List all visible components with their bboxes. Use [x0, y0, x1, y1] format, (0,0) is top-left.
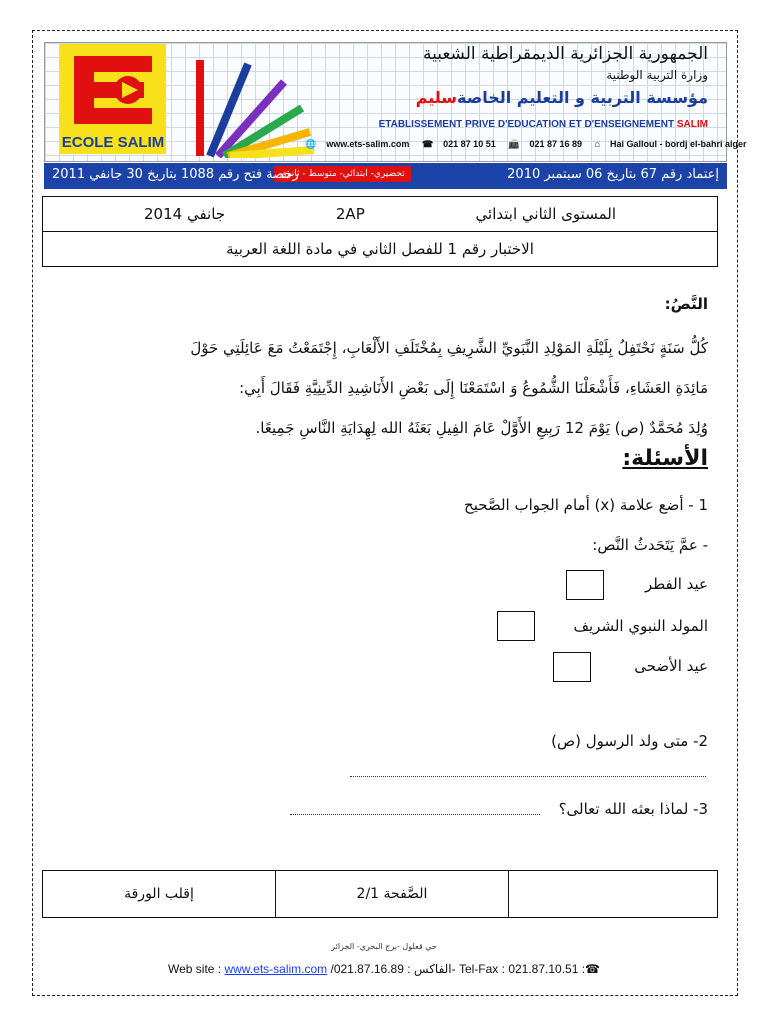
footer-prefix: Web site : — [168, 962, 225, 976]
republic-title: الجمهورية الجزائرية الديمقراطية الشعبية — [422, 44, 708, 64]
question-3: 3- لماذا بعثه الله تعالى؟ — [558, 800, 708, 818]
footer-contact — [0, 962, 768, 976]
institution-french — [379, 119, 708, 130]
phone-icon: ☎ — [421, 139, 434, 149]
option-label: عيد الفطر — [644, 575, 708, 593]
logo-e-icon — [64, 52, 162, 128]
fax-text: 021 87 16 89 — [529, 139, 583, 149]
ministry-title: وزارة التربية الوطنية — [606, 68, 708, 82]
answer-checkbox[interactable] — [553, 652, 591, 682]
text-line: مَائِدَةِ العَشَاءِ، فَأَشْعَلْنَا الشُّمُوعُ وَ اسْتَمَعْنَا إِلَى بَعْضِ الأَنَاشِيدِ الدِّينِيَّةِ فَقَالَ أَبِي: — [239, 379, 708, 397]
exam-info-table — [42, 196, 718, 267]
answer-checkbox[interactable] — [497, 611, 535, 641]
level-code: 2AP — [335, 205, 365, 223]
approval-text: إعتماد رقم 67 بتاريخ 06 سبتمبر 2010 — [507, 167, 719, 182]
text-line: كُلُّ سَنَةٍ نَحْتَفِلُ بِلَيْلَةِ المَوْلِدِ النَّبَويِّ الشَّرِيفِ بِمُخْتَلَفِ الأَلْعَابِ، إِجْتَمَعْتُ مَعَ عَائِلَتِي حَوْلَ — [190, 339, 708, 357]
website-link[interactable]: www.ets-salim.com — [224, 962, 328, 976]
institution-label: مؤسسة التربية و التعليم الخاصة — [457, 88, 708, 107]
flip-text: إقلب الورقة — [124, 886, 194, 902]
empty-cell — [509, 871, 718, 918]
levels-badge: تحضيري- ابتدائي- متوسط - ثانوي — [274, 166, 411, 182]
institution-name: سليم — [415, 88, 458, 107]
option-label: عيد الأضحى — [634, 657, 708, 675]
license-text: رخصة فتح رقم 1088 بتاريخ 30 جانفي 2011 — [52, 167, 299, 182]
home-icon: ⌂ — [594, 139, 600, 149]
question-1: 1 - أضع علامة (x) أمام الجواب الصَّحيح — [464, 496, 708, 514]
answer-line[interactable] — [290, 812, 540, 815]
text-paragraph — [58, 328, 708, 448]
globe-icon: 🌐 — [305, 139, 317, 149]
answer-line[interactable] — [350, 774, 706, 777]
institution-title — [416, 88, 708, 107]
address-text: Hai Galloul - bordj el-bahri alger — [609, 139, 747, 149]
address-ar: حي قعلول -برج البحري- الجزائر — [331, 942, 437, 951]
logo-text: ECOLE SALIM — [61, 134, 165, 151]
french-name: SALIM — [676, 119, 708, 130]
text-heading: النَّصُ: — [664, 295, 708, 313]
contact-line — [305, 139, 747, 150]
exam-title: الاختبار رقم 1 للفصل الثاني في مادة اللغة العربية — [226, 240, 534, 258]
page-cell — [276, 871, 509, 918]
school-logo — [60, 44, 166, 154]
exam-title-cell — [43, 232, 718, 267]
page-footer-table — [42, 870, 718, 918]
question-2: 2- متى ولد الرسول (ص) — [551, 732, 708, 750]
fax-icon: 📠 — [508, 139, 520, 149]
license-bar — [44, 163, 727, 189]
french-line: ETABLISSEMENT PRIVE D'EDUCATION ET D'ENSEIGNEMENT — [378, 119, 675, 130]
text-line: وُلِدَ مُحَمَّدٌ (ص) يَوْمَ 12 رَبِيعِ الأَوَّلْ عَامَ الفِيلِ بَعَثَهُ الله لِهِدَايَةِ النَّاسِ جَمِيعًا. — [255, 419, 708, 437]
pencils-icon — [178, 46, 318, 158]
flip-cell — [43, 871, 276, 918]
page-number: الصَّفحة 2/1 — [356, 886, 428, 902]
answer-checkbox[interactable] — [566, 570, 604, 600]
phone-text: 021 87 10 51 — [443, 139, 496, 149]
footer-rest: /021.87.16.89 : الفاكس- Tel-Fax : 021.87.10.51 :☎ — [327, 962, 600, 976]
website-text: www.ets-salim.com — [326, 139, 410, 149]
level-text: المستوى الثاني ابتدائي — [475, 205, 616, 223]
option-label: المولد النبوي الشريف — [573, 617, 708, 635]
date-text: جانفي 2014 — [144, 205, 226, 223]
questions-heading: الأسئلة: — [622, 446, 708, 471]
level-cell — [43, 197, 718, 232]
question-1-sub: - عمَّ يَتَحَدثُ النَّص: — [592, 536, 708, 554]
